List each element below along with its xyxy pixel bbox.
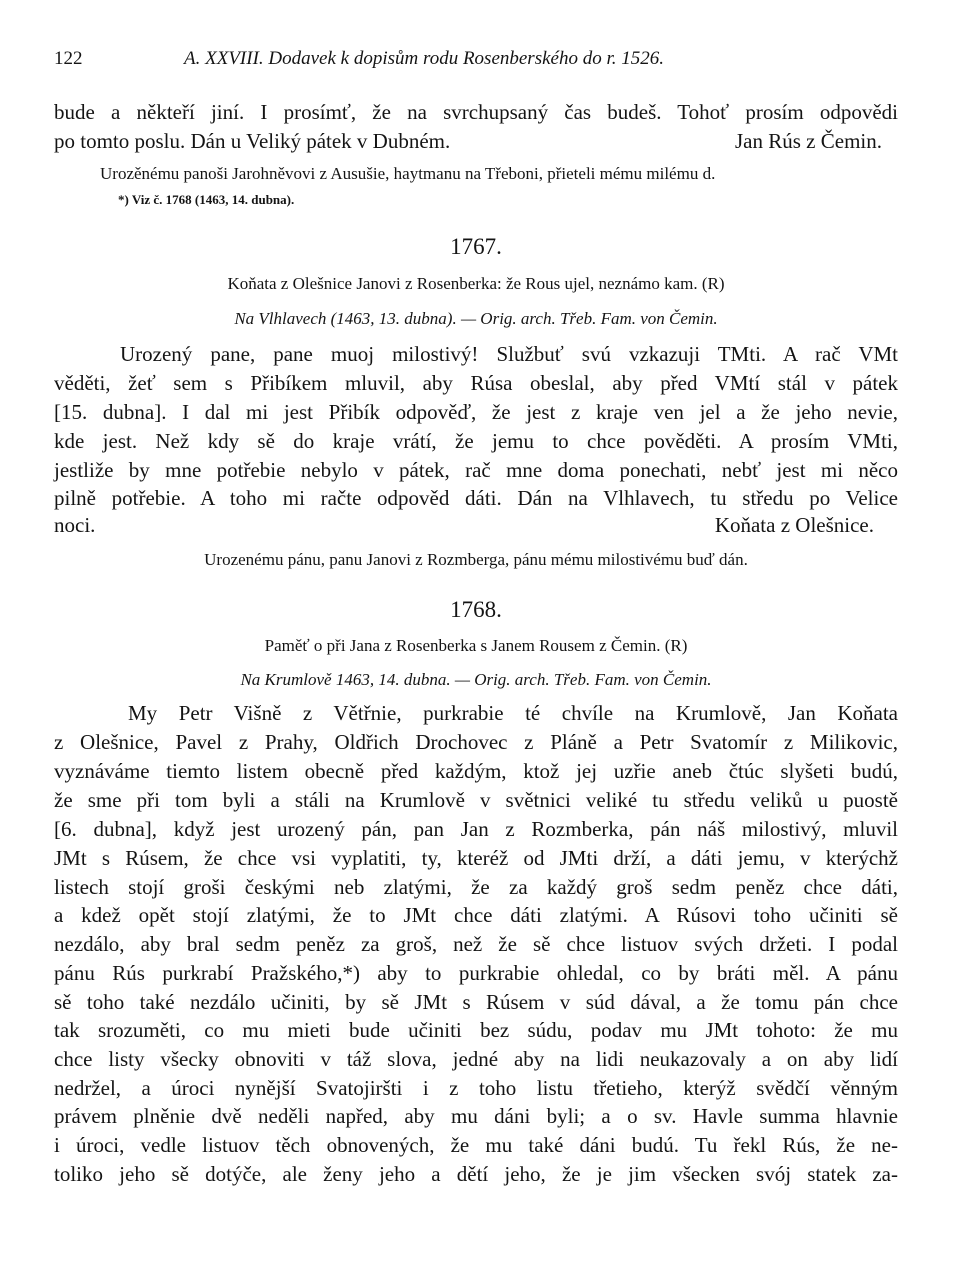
doc-1768-number: 1768.: [450, 597, 502, 622]
doc-1767-last-word: noci.: [54, 513, 96, 537]
doc-1768-line-11: sě toho také nezdálo učiniti, by sě JMt s Rúsem v súd dával, a že tomu pán chce: [54, 990, 898, 1014]
doc-1768-line-16: i úroci, vedle listuov těch obnovených, že mu také dáni budú. Tu řekl Rús, že ne-: [54, 1133, 898, 1157]
doc-1768-line-12: tak srozuměti, co mu mieti bude učiniti bez súdu, podav mu JMt tohoto: že mu: [54, 1018, 898, 1042]
doc-1768-line-10: pánu Rús purkrabí Pražského,*) aby to purkrabie ohledal, co by bráti měl. A pánu: [54, 961, 898, 985]
page-number: 122: [54, 48, 83, 69]
doc-1767-address: Urozenému pánu, panu Janovi z Rozmberga, pánu mému milostivému buď dán.: [204, 550, 748, 569]
doc-1767-source: Na Vlhlavech (1463, 13. dubna). — Orig. arch. Třeb. Fam. von Čemin.: [234, 309, 718, 328]
doc-1767-line-5: jestliže by mne potřebie nebylo v pátek, rač mne doma ponechati, nebť jest mi něco: [54, 458, 898, 482]
doc-1768-line-7: listech stojí groši českými neb zlatými, že za každý groš sedm peněz chce dáti,: [54, 875, 898, 899]
doc-1768-line-2: z Olešnice, Pavel z Prahy, Oldřich Drochovec z Pláně a Petr Svatomír z Milikovic,: [54, 730, 898, 754]
prev-letter-line-1: bude a někteří jiní. I prosímť, že na svrchupsaný čas budeš. Tohoť prosím odpovědi: [54, 100, 898, 124]
doc-1768-line-17: toliko jeho sě dotýče, ale ženy jeho a dětí jeho, že je jim všecken svój statek za-: [54, 1162, 898, 1186]
doc-1767-line-2: věděti, žeť sem s Přibíkem mluvil, aby Rúsa obeslal, aby před VMtí stál v pátek: [54, 371, 898, 395]
doc-1768-source: Na Krumlově 1463, 14. dubna. — Orig. arch. Třeb. Fam. von Čemin.: [240, 670, 712, 689]
doc-1767-heading: Koňata z Olešnice Janovi z Rosenberka: že Rous ujel, neznámo kam. (R): [227, 274, 725, 293]
running-title: A. XXVIII. Dodavek k dopisům rodu Rosenberského do r. 1526.: [184, 48, 665, 69]
doc-1768-line-4: že sme při tom byli a stáli na Krumlově v světnici veliké tu středu veliků u puostě: [54, 788, 898, 812]
doc-1767-line-4: kde jest. Než kdy sě do kraje vrátí, že jemu to chce pověděti. A prosím VMti,: [54, 429, 898, 453]
doc-1767-number: 1767.: [450, 234, 502, 259]
prev-letter-dating: po tomto poslu. Dán u Veliký pátek v Dubném.: [54, 129, 451, 153]
doc-1767-line-3: [15. dubna]. I dal mi jest Přibík odpověď, že jest z kraje ven jel a že jeho nevie,: [54, 400, 898, 424]
doc-1768-line-13: chce listy všecky obnoviti v táž slova, jedné aby na lidi neukazovaly a on aby lidí: [54, 1047, 898, 1071]
doc-1768-line-5: [6. dubna], když jest urozený pán, pan Jan z Rozmberka, pán náš milostivý, mluvil: [54, 817, 898, 841]
doc-1768-line-14: nedržel, a úroci nynější Svatojiršti i z toho listu třetieho, kterýž svědčí věnným: [54, 1076, 898, 1100]
doc-1767-line-1: Urozený pane, pane muoj milostivý! Službuť svú vzkazuji TMti. A rač VMt: [120, 342, 898, 366]
doc-1768-line-8: a kdež opět stojí zlatými, že to JMt chce dáti zlatými. A Rúsovi toho učiniti sě: [54, 903, 898, 927]
doc-1768-line-9: nezdálo, aby bral sedm peněz za groš, než že sě chce listuov svých držeti. I podal: [54, 932, 898, 956]
prev-letter-address: Urozěnému panoši Jarohněvovi z Ausušie, haytmanu na Třeboni, přieteli mému milému d.: [100, 164, 716, 183]
footnote: *) Viz č. 1768 (1463, 14. dubna).: [118, 192, 295, 207]
doc-1768-line-6: JMt s Rúsem, že chce vsi vyplatiti, ty, kteréž od JMti drží, a dáti jemu, v kterýchž: [54, 846, 898, 870]
doc-1768-line-1: My Petr Višně z Větřnie, purkrabie té chvíle na Krumlově, Jan Koňata: [128, 701, 898, 725]
doc-1768-line-15: právem plněnie dvě neděli napřed, aby mu dáni byli; a o sv. Havle summa hlavnie: [54, 1104, 898, 1128]
doc-1767-closing-line: [54, 511, 898, 539]
doc-1768-heading: Paměť o při Jana z Rosenberka s Janem Rousem z Čemin. (R): [264, 636, 688, 655]
prev-letter-closing-line: [54, 127, 898, 155]
prev-letter-signature: Jan Rús z Čemin.: [735, 129, 882, 153]
doc-1767-line-6: pilně potřebie. A toho mi račte odpověd dáti. Dán na Vlhlavech, tu středu po Velice: [54, 486, 898, 510]
doc-1768-line-3: vyznáváme tiemto listem obecně před každým, ktož jej uzřie aneb čtúc slyšeti budú,: [54, 759, 898, 783]
doc-1767-signature: Koňata z Olešnice.: [714, 513, 874, 537]
